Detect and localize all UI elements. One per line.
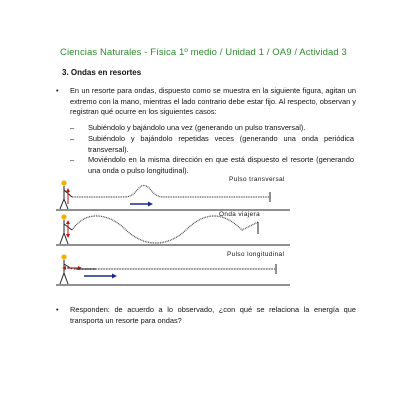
stick-figure (60, 214, 72, 244)
page-header: Ciencias Naturales - Física 1º medio / Unidad 1 / OA9 / Actividad 3 (60, 47, 347, 58)
case-text: Moviéndolo en la misma dirección en que está dispuesto el resorte (generando una onda o pulso longitudinal). (88, 155, 354, 175)
figure-head (61, 214, 66, 219)
dash-marker: – (70, 134, 75, 143)
row-onda-viajera (56, 214, 290, 245)
stick-figure (60, 180, 72, 209)
figure-head (61, 180, 66, 185)
question-text: Responden: de acuerdo a lo observado, ¿con qué se relaciona la energía que transporta un resorte para ondas? (70, 305, 356, 325)
figure-head (61, 254, 66, 259)
spring-coil (72, 216, 258, 243)
question-paragraph (56, 305, 356, 326)
row-pulso-transversal (56, 180, 290, 210)
intro-text: En un resorte para ondas, dispuesto como se muestra en la siguiente figura, agitan un extremo con la mano, mientras el lado contrario debe estar fijo. Al respecto, observan y registran qué ocurre en los siguientes casos: (70, 86, 356, 117)
label-pulso-transversal: Pulso transversal (229, 176, 285, 183)
dash-marker: – (70, 155, 75, 164)
bullet-marker: • (56, 86, 59, 95)
section-title: 3. Ondas en resortes (62, 68, 142, 77)
spring-coil (72, 186, 270, 198)
label-onda-viajera: Onda viajera (219, 211, 261, 218)
bullet-marker: • (56, 305, 59, 314)
row-pulso-longitudinal (56, 254, 290, 285)
dash-marker: – (70, 123, 75, 132)
case-text: Subiéndolo y bajándolo una vez (generando un pulso transversal). (88, 123, 306, 132)
label-pulso-longitudinal: Pulso longitudinal (227, 251, 285, 258)
case-text: Subiéndolo y bajándolo repetidas veces (generando una onda periódica transversal). (88, 134, 354, 154)
